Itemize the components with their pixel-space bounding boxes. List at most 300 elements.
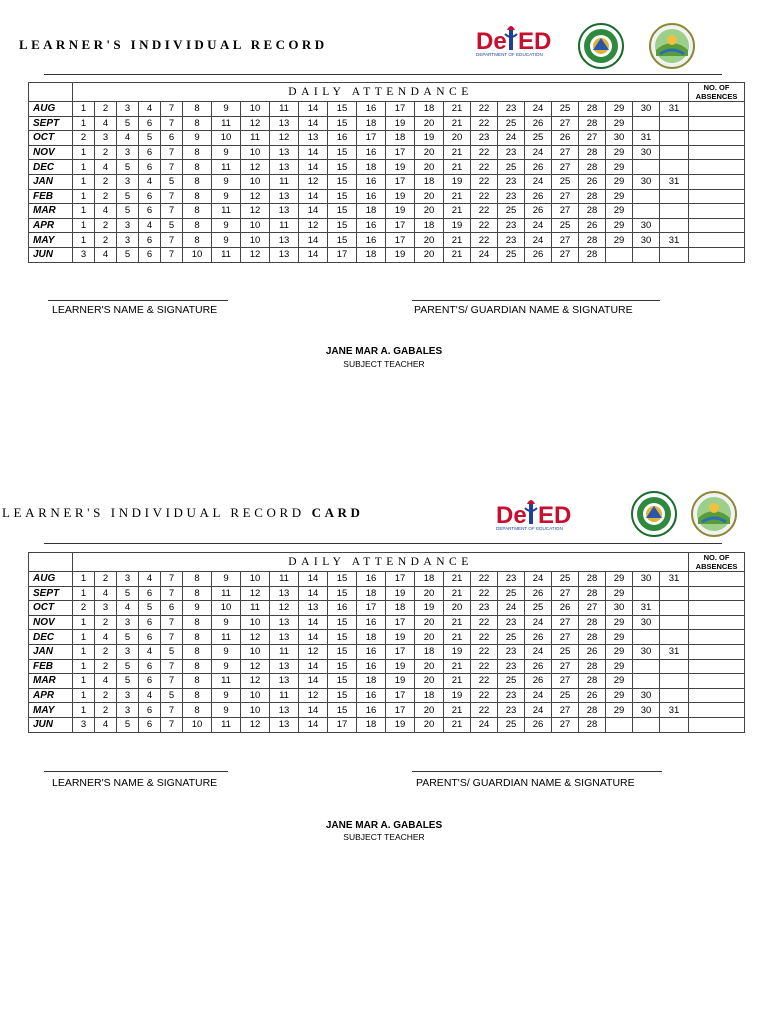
day-cell[interactable]: 11 (212, 247, 241, 262)
day-cell[interactable]: 22 (471, 644, 498, 659)
day-cell[interactable]: 30 (606, 131, 633, 146)
day-cell[interactable]: 21 (444, 717, 471, 732)
day-cell[interactable]: 10 (241, 102, 270, 117)
day-cell[interactable]: 7 (161, 102, 183, 117)
day-cell[interactable]: 21 (444, 189, 471, 204)
day-cell[interactable]: 29 (606, 644, 633, 659)
day-cell[interactable]: 10 (241, 615, 270, 630)
day-cell[interactable]: 15 (328, 615, 357, 630)
day-cell[interactable]: 12 (241, 630, 270, 645)
day-cell[interactable]: 14 (299, 572, 328, 587)
day-cell[interactable]: 14 (299, 233, 328, 248)
day-cell[interactable]: 28 (579, 233, 606, 248)
day-cell[interactable]: 18 (357, 630, 386, 645)
day-cell[interactable]: 22 (471, 102, 498, 117)
day-cell[interactable]: 17 (328, 717, 357, 732)
day-cell[interactable]: 31 (633, 131, 660, 146)
day-cell[interactable]: 10 (241, 233, 270, 248)
day-cell[interactable]: 13 (270, 233, 299, 248)
day-cell[interactable]: 24 (525, 233, 552, 248)
day-cell[interactable]: 5 (161, 644, 183, 659)
day-cell[interactable]: 26 (552, 131, 579, 146)
day-cell[interactable]: 21 (444, 116, 471, 131)
day-cell[interactable]: 9 (212, 102, 241, 117)
day-cell[interactable]: 22 (471, 703, 498, 718)
day-cell[interactable]: 3 (73, 247, 95, 262)
day-cell[interactable]: 19 (386, 204, 415, 219)
day-cell[interactable]: 4 (95, 630, 117, 645)
day-cell[interactable]: 26 (579, 644, 606, 659)
day-cell[interactable]: 25 (498, 160, 525, 175)
day-cell[interactable]: 25 (498, 116, 525, 131)
day-cell[interactable]: 17 (386, 145, 415, 160)
day-cell[interactable]: 25 (552, 102, 579, 117)
day-cell[interactable] (660, 586, 689, 601)
day-cell[interactable]: 21 (444, 204, 471, 219)
day-cell[interactable]: 6 (139, 204, 161, 219)
day-cell[interactable]: 14 (299, 247, 328, 262)
day-cell[interactable]: 30 (633, 218, 660, 233)
day-cell[interactable]: 15 (328, 233, 357, 248)
day-cell[interactable]: 18 (357, 247, 386, 262)
day-cell[interactable]: 14 (299, 630, 328, 645)
day-cell[interactable]: 21 (444, 703, 471, 718)
day-cell[interactable]: 22 (471, 204, 498, 219)
day-cell[interactable]: 1 (73, 174, 95, 189)
day-cell[interactable]: 27 (552, 247, 579, 262)
day-cell[interactable]: 27 (552, 703, 579, 718)
day-cell[interactable]: 2 (73, 601, 95, 616)
day-cell[interactable]: 28 (579, 674, 606, 689)
day-cell[interactable]: 23 (498, 703, 525, 718)
day-cell[interactable]: 17 (386, 644, 415, 659)
day-cell[interactable]: 12 (241, 586, 270, 601)
day-cell[interactable]: 15 (328, 174, 357, 189)
day-cell[interactable]: 4 (95, 116, 117, 131)
day-cell[interactable]: 1 (73, 102, 95, 117)
day-cell[interactable]: 22 (471, 674, 498, 689)
absences-cell[interactable] (689, 586, 745, 601)
day-cell[interactable]: 8 (183, 586, 212, 601)
day-cell[interactable]: 1 (73, 674, 95, 689)
day-cell[interactable]: 18 (386, 601, 415, 616)
day-cell[interactable]: 28 (579, 102, 606, 117)
day-cell[interactable]: 5 (161, 688, 183, 703)
day-cell[interactable]: 19 (386, 160, 415, 175)
day-cell[interactable]: 1 (73, 204, 95, 219)
day-cell[interactable]: 13 (270, 615, 299, 630)
day-cell[interactable]: 23 (498, 174, 525, 189)
day-cell[interactable]: 23 (498, 218, 525, 233)
day-cell[interactable]: 1 (73, 703, 95, 718)
day-cell[interactable]: 11 (212, 204, 241, 219)
day-cell[interactable]: 18 (415, 644, 444, 659)
day-cell[interactable]: 10 (241, 703, 270, 718)
day-cell[interactable]: 22 (471, 572, 498, 587)
day-cell[interactable]: 3 (95, 131, 117, 146)
day-cell[interactable]: 15 (328, 116, 357, 131)
day-cell[interactable]: 3 (73, 717, 95, 732)
day-cell[interactable]: 27 (552, 615, 579, 630)
day-cell[interactable]: 4 (139, 644, 161, 659)
day-cell[interactable]: 12 (241, 247, 270, 262)
day-cell[interactable]: 31 (660, 644, 689, 659)
day-cell[interactable]: 10 (241, 688, 270, 703)
day-cell[interactable]: 28 (579, 247, 606, 262)
day-cell[interactable]: 25 (498, 586, 525, 601)
day-cell[interactable]: 24 (525, 615, 552, 630)
day-cell[interactable]: 8 (183, 204, 212, 219)
day-cell[interactable]: 7 (161, 204, 183, 219)
day-cell[interactable]: 31 (660, 572, 689, 587)
day-cell[interactable] (633, 630, 660, 645)
day-cell[interactable]: 14 (299, 189, 328, 204)
day-cell[interactable]: 29 (606, 116, 633, 131)
day-cell[interactable]: 11 (270, 174, 299, 189)
day-cell[interactable]: 4 (95, 160, 117, 175)
day-cell[interactable]: 14 (299, 145, 328, 160)
day-cell[interactable]: 9 (212, 688, 241, 703)
day-cell[interactable]: 13 (270, 703, 299, 718)
day-cell[interactable]: 2 (73, 131, 95, 146)
day-cell[interactable]: 17 (386, 615, 415, 630)
day-cell[interactable]: 15 (328, 586, 357, 601)
day-cell[interactable]: 27 (552, 233, 579, 248)
day-cell[interactable] (606, 717, 633, 732)
day-cell[interactable]: 25 (552, 174, 579, 189)
day-cell[interactable]: 20 (444, 131, 471, 146)
day-cell[interactable]: 5 (117, 204, 139, 219)
day-cell[interactable]: 23 (498, 572, 525, 587)
day-cell[interactable]: 4 (139, 688, 161, 703)
day-cell[interactable]: 6 (139, 586, 161, 601)
day-cell[interactable]: 18 (415, 218, 444, 233)
day-cell[interactable]: 17 (386, 688, 415, 703)
day-cell[interactable]: 19 (386, 630, 415, 645)
day-cell[interactable]: 24 (525, 688, 552, 703)
day-cell[interactable]: 9 (212, 233, 241, 248)
day-cell[interactable]: 26 (525, 674, 552, 689)
day-cell[interactable]: 18 (415, 174, 444, 189)
day-cell[interactable]: 15 (328, 204, 357, 219)
day-cell[interactable]: 11 (212, 717, 241, 732)
day-cell[interactable]: 12 (241, 674, 270, 689)
day-cell[interactable]: 2 (95, 703, 117, 718)
day-cell[interactable]: 16 (357, 189, 386, 204)
day-cell[interactable]: 28 (579, 717, 606, 732)
day-cell[interactable]: 20 (415, 233, 444, 248)
day-cell[interactable]: 1 (73, 160, 95, 175)
day-cell[interactable]: 9 (183, 601, 212, 616)
day-cell[interactable]: 7 (161, 703, 183, 718)
day-cell[interactable]: 7 (161, 717, 183, 732)
day-cell[interactable]: 9 (212, 644, 241, 659)
day-cell[interactable]: 24 (525, 145, 552, 160)
day-cell[interactable]: 12 (299, 688, 328, 703)
day-cell[interactable]: 21 (444, 674, 471, 689)
day-cell[interactable] (633, 674, 660, 689)
day-cell[interactable]: 27 (552, 116, 579, 131)
day-cell[interactable]: 20 (444, 601, 471, 616)
day-cell[interactable]: 29 (606, 204, 633, 219)
day-cell[interactable]: 10 (212, 601, 241, 616)
day-cell[interactable]: 26 (525, 189, 552, 204)
day-cell[interactable] (660, 688, 689, 703)
day-cell[interactable]: 21 (444, 659, 471, 674)
day-cell[interactable]: 16 (357, 102, 386, 117)
day-cell[interactable]: 14 (299, 659, 328, 674)
day-cell[interactable]: 6 (161, 601, 183, 616)
day-cell[interactable]: 8 (183, 116, 212, 131)
day-cell[interactable]: 20 (415, 674, 444, 689)
day-cell[interactable]: 17 (386, 102, 415, 117)
day-cell[interactable]: 25 (552, 644, 579, 659)
day-cell[interactable]: 12 (241, 659, 270, 674)
day-cell[interactable]: 7 (161, 233, 183, 248)
day-cell[interactable]: 8 (183, 174, 212, 189)
day-cell[interactable]: 28 (579, 630, 606, 645)
day-cell[interactable]: 19 (386, 717, 415, 732)
day-cell[interactable]: 4 (139, 218, 161, 233)
day-cell[interactable]: 27 (552, 160, 579, 175)
day-cell[interactable]: 1 (73, 572, 95, 587)
day-cell[interactable]: 9 (212, 703, 241, 718)
absences-cell[interactable] (689, 659, 745, 674)
day-cell[interactable]: 29 (606, 674, 633, 689)
day-cell[interactable]: 11 (270, 218, 299, 233)
day-cell[interactable]: 15 (328, 189, 357, 204)
day-cell[interactable]: 20 (415, 630, 444, 645)
day-cell[interactable]: 29 (606, 102, 633, 117)
day-cell[interactable]: 2 (95, 688, 117, 703)
day-cell[interactable]: 23 (471, 601, 498, 616)
day-cell[interactable]: 21 (444, 247, 471, 262)
absences-cell[interactable] (689, 644, 745, 659)
day-cell[interactable]: 25 (525, 131, 552, 146)
day-cell[interactable]: 14 (299, 116, 328, 131)
day-cell[interactable]: 6 (139, 233, 161, 248)
day-cell[interactable]: 5 (139, 601, 161, 616)
day-cell[interactable]: 9 (212, 572, 241, 587)
day-cell[interactable]: 16 (357, 174, 386, 189)
day-cell[interactable]: 23 (498, 233, 525, 248)
day-cell[interactable]: 26 (579, 688, 606, 703)
day-cell[interactable]: 31 (633, 601, 660, 616)
day-cell[interactable]: 4 (139, 174, 161, 189)
absences-cell[interactable] (689, 703, 745, 718)
day-cell[interactable]: 20 (415, 160, 444, 175)
day-cell[interactable]: 2 (95, 218, 117, 233)
day-cell[interactable]: 12 (299, 218, 328, 233)
day-cell[interactable]: 11 (241, 131, 270, 146)
day-cell[interactable]: 4 (139, 572, 161, 587)
day-cell[interactable]: 18 (357, 204, 386, 219)
day-cell[interactable]: 8 (183, 644, 212, 659)
day-cell[interactable]: 6 (139, 630, 161, 645)
day-cell[interactable]: 13 (270, 674, 299, 689)
day-cell[interactable]: 29 (606, 615, 633, 630)
day-cell[interactable]: 9 (212, 615, 241, 630)
day-cell[interactable]: 1 (73, 233, 95, 248)
day-cell[interactable]: 22 (471, 630, 498, 645)
day-cell[interactable]: 26 (525, 160, 552, 175)
day-cell[interactable]: 17 (386, 174, 415, 189)
day-cell[interactable]: 30 (633, 174, 660, 189)
day-cell[interactable]: 7 (161, 674, 183, 689)
day-cell[interactable]: 21 (444, 145, 471, 160)
day-cell[interactable]: 12 (270, 601, 299, 616)
day-cell[interactable]: 5 (117, 717, 139, 732)
day-cell[interactable]: 22 (471, 586, 498, 601)
day-cell[interactable]: 8 (183, 572, 212, 587)
day-cell[interactable]: 19 (444, 644, 471, 659)
parent-signature-line[interactable] (412, 771, 662, 772)
day-cell[interactable]: 3 (117, 615, 139, 630)
day-cell[interactable]: 8 (183, 703, 212, 718)
day-cell[interactable]: 18 (357, 116, 386, 131)
day-cell[interactable]: 27 (552, 189, 579, 204)
day-cell[interactable]: 12 (241, 189, 270, 204)
day-cell[interactable]: 15 (328, 630, 357, 645)
day-cell[interactable]: 29 (606, 174, 633, 189)
day-cell[interactable]: 26 (525, 586, 552, 601)
day-cell[interactable]: 21 (444, 586, 471, 601)
day-cell[interactable]: 17 (386, 703, 415, 718)
day-cell[interactable]: 21 (444, 630, 471, 645)
day-cell[interactable]: 22 (471, 688, 498, 703)
day-cell[interactable]: 29 (606, 572, 633, 587)
day-cell[interactable]: 13 (299, 131, 328, 146)
day-cell[interactable]: 30 (606, 601, 633, 616)
day-cell[interactable]: 13 (270, 204, 299, 219)
day-cell[interactable]: 26 (579, 174, 606, 189)
day-cell[interactable]: 7 (161, 630, 183, 645)
day-cell[interactable]: 2 (95, 145, 117, 160)
day-cell[interactable]: 6 (139, 145, 161, 160)
day-cell[interactable]: 25 (525, 601, 552, 616)
day-cell[interactable]: 8 (183, 674, 212, 689)
day-cell[interactable]: 23 (498, 688, 525, 703)
day-cell[interactable]: 16 (328, 601, 357, 616)
day-cell[interactable] (660, 615, 689, 630)
day-cell[interactable]: 8 (183, 615, 212, 630)
day-cell[interactable]: 3 (117, 644, 139, 659)
day-cell[interactable]: 13 (270, 189, 299, 204)
day-cell[interactable]: 5 (117, 160, 139, 175)
day-cell[interactable]: 25 (552, 688, 579, 703)
day-cell[interactable]: 26 (525, 717, 552, 732)
day-cell[interactable]: 15 (328, 688, 357, 703)
day-cell[interactable]: 12 (241, 160, 270, 175)
day-cell[interactable]: 15 (328, 674, 357, 689)
day-cell[interactable]: 11 (212, 116, 241, 131)
absences-cell[interactable] (689, 674, 745, 689)
day-cell[interactable]: 3 (117, 572, 139, 587)
day-cell[interactable]: 5 (117, 674, 139, 689)
day-cell[interactable]: 17 (386, 218, 415, 233)
day-cell[interactable]: 14 (299, 615, 328, 630)
day-cell[interactable]: 2 (95, 572, 117, 587)
day-cell[interactable]: 20 (415, 703, 444, 718)
day-cell[interactable]: 24 (525, 102, 552, 117)
day-cell[interactable]: 22 (471, 174, 498, 189)
day-cell[interactable]: 7 (161, 160, 183, 175)
day-cell[interactable]: 9 (212, 189, 241, 204)
day-cell[interactable]: 31 (660, 703, 689, 718)
day-cell[interactable]: 24 (525, 703, 552, 718)
day-cell[interactable]: 28 (579, 586, 606, 601)
day-cell[interactable]: 20 (415, 615, 444, 630)
day-cell[interactable]: 13 (270, 160, 299, 175)
day-cell[interactable]: 23 (498, 189, 525, 204)
day-cell[interactable]: 1 (73, 644, 95, 659)
day-cell[interactable]: 10 (241, 218, 270, 233)
day-cell[interactable]: 19 (415, 601, 444, 616)
day-cell[interactable]: 22 (471, 145, 498, 160)
day-cell[interactable]: 19 (386, 659, 415, 674)
day-cell[interactable]: 8 (183, 145, 212, 160)
day-cell[interactable]: 8 (183, 189, 212, 204)
day-cell[interactable]: 20 (415, 189, 444, 204)
day-cell[interactable]: 28 (579, 703, 606, 718)
day-cell[interactable]: 27 (579, 131, 606, 146)
day-cell[interactable]: 27 (579, 601, 606, 616)
day-cell[interactable]: 11 (270, 688, 299, 703)
day-cell[interactable]: 30 (633, 145, 660, 160)
day-cell[interactable]: 12 (299, 644, 328, 659)
day-cell[interactable]: 30 (633, 572, 660, 587)
day-cell[interactable]: 5 (117, 630, 139, 645)
day-cell[interactable]: 3 (117, 688, 139, 703)
day-cell[interactable]: 27 (552, 674, 579, 689)
absences-cell[interactable] (689, 615, 745, 630)
day-cell[interactable] (633, 586, 660, 601)
day-cell[interactable]: 26 (525, 247, 552, 262)
day-cell[interactable]: 26 (525, 630, 552, 645)
day-cell[interactable]: 3 (117, 102, 139, 117)
day-cell[interactable]: 18 (357, 160, 386, 175)
day-cell[interactable]: 8 (183, 630, 212, 645)
day-cell[interactable]: 14 (299, 674, 328, 689)
day-cell[interactable]: 12 (241, 717, 270, 732)
day-cell[interactable]: 24 (471, 247, 498, 262)
day-cell[interactable]: 7 (161, 586, 183, 601)
day-cell[interactable]: 16 (357, 218, 386, 233)
day-cell[interactable]: 26 (552, 601, 579, 616)
day-cell[interactable]: 25 (498, 717, 525, 732)
day-cell[interactable]: 27 (552, 659, 579, 674)
learner-signature-line[interactable] (44, 771, 228, 772)
day-cell[interactable]: 13 (299, 601, 328, 616)
day-cell[interactable]: 3 (95, 601, 117, 616)
day-cell[interactable]: 11 (270, 572, 299, 587)
day-cell[interactable]: 16 (357, 233, 386, 248)
day-cell[interactable]: 5 (161, 218, 183, 233)
day-cell[interactable] (633, 717, 660, 732)
day-cell[interactable]: 9 (183, 131, 212, 146)
day-cell[interactable]: 30 (633, 688, 660, 703)
day-cell[interactable]: 14 (299, 204, 328, 219)
day-cell[interactable]: 31 (660, 174, 689, 189)
day-cell[interactable]: 11 (241, 601, 270, 616)
day-cell[interactable]: 27 (552, 630, 579, 645)
day-cell[interactable]: 30 (633, 102, 660, 117)
day-cell[interactable]: 29 (606, 659, 633, 674)
day-cell[interactable]: 14 (299, 703, 328, 718)
day-cell[interactable]: 15 (328, 160, 357, 175)
absences-cell[interactable] (689, 717, 745, 732)
day-cell[interactable]: 4 (95, 674, 117, 689)
